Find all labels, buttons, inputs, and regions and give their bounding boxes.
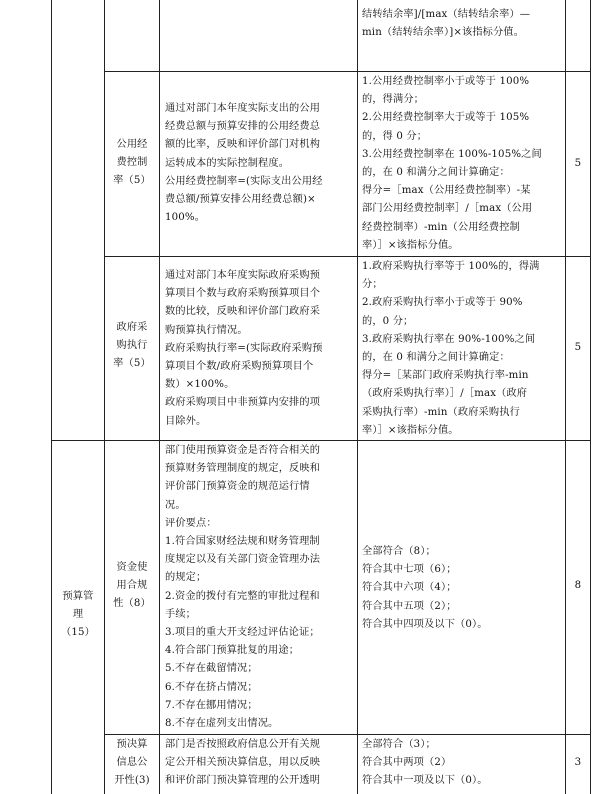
definition-line: 定公开相关预决算信息，用以反映 [165, 757, 321, 769]
row-divider-2 [104, 256, 591, 257]
row-divider-1 [104, 71, 591, 72]
definition-line: 度规定以及有关部门资金管理办法 [165, 554, 321, 566]
indicator-line: 性（8） [113, 598, 151, 610]
criteria-line: 1.公用经费控制率小于或等于 100% [362, 76, 530, 87]
indicator-line: 资金使 [116, 562, 148, 573]
criteria-line: 符合其中六项（4）； [362, 582, 457, 594]
definition-line: 8.不存在虚列支出情况。 [165, 718, 279, 730]
definition-line: 算项目个数/政府采购预算项目个 [165, 361, 314, 373]
criteria-line: 结转结余率]/[max（结转结余率）— [362, 9, 531, 20]
definition-line: 预算财务管理制度的规定，反映和 [165, 463, 321, 475]
indicator-line: 开性(3) [114, 775, 150, 787]
criteria-line: 的，在 0 和满分之间计算确定： [362, 352, 510, 364]
definition-line: 100%。 [165, 212, 206, 224]
category-line: （15） [61, 627, 95, 639]
indicator-line: 公用经 [116, 139, 148, 150]
indicator-line: 信息公 [116, 757, 148, 769]
definition-line: 5.不存在截留情况； [165, 663, 258, 675]
criteria-line: 的，得 0 分； [362, 130, 428, 142]
criteria-line: 经费控制率）-min（公用经费控制 [362, 221, 520, 233]
row-divider-4 [104, 734, 591, 735]
definition-line: 政府采购项目中非预算内安排的项 [165, 397, 321, 409]
indicator-line: 率（5） [113, 175, 151, 187]
criteria-cell-disclosure [362, 736, 488, 791]
category-line: 理 [72, 609, 84, 621]
definition-line: 公用经费控制率=(实际支出公用经 [165, 175, 323, 187]
definition-line: 手续； [165, 608, 197, 620]
definition-line: 况。 [165, 499, 186, 511]
definition-line: 的规定； [165, 572, 207, 584]
definition-cell-procurement [165, 267, 323, 431]
score-cell-fund-compliance [566, 577, 590, 595]
criteria-line: 分； [362, 279, 383, 291]
definition-cell-fund-compliance [165, 442, 320, 733]
column-divider-3 [357, 0, 358, 794]
category-cell-budget-management [52, 588, 104, 643]
definition-line: 3.项目的重大开支经过评估论证； [165, 627, 320, 639]
column-divider-1 [104, 0, 105, 794]
criteria-line: 3.公用经费控制率在 100%-105%之间 [362, 148, 542, 160]
criteria-line: 3.政府采购执行率在 90%-100%之间 [362, 333, 536, 345]
definition-line: 经费总额与预算安排的公用经费总 [165, 121, 321, 133]
criteria-line: 率）］×该指标分值。 [362, 239, 459, 251]
score-value: 5 [574, 158, 582, 169]
criteria-line: 得分=［某部门政府采购执行率-min [362, 370, 529, 382]
score-value: 5 [574, 342, 582, 353]
criteria-line: 的，在 0 和满分之间计算确定： [362, 167, 510, 179]
table-border-right [590, 0, 591, 794]
definition-line: 6.不存在挤占情况； [165, 681, 258, 693]
definition-line: 购预算执行情况。 [165, 324, 248, 336]
criteria-cell-procurement [362, 258, 540, 440]
criteria-cell-public-expense [362, 73, 542, 255]
criteria-line: 1.政府采购执行率等于 100%的，得满 [362, 261, 540, 272]
definition-line: 费总额/预算安排公用经费总额)× [165, 194, 316, 206]
indicator-line: 费控制 [116, 157, 148, 169]
criteria-line: 符合其中一项及以下（0）。 [362, 775, 488, 787]
definition-line: 数）×100%。 [165, 379, 235, 391]
definition-line: 和评价部门预决算管理的公开透明 [165, 775, 321, 787]
criteria-line: 符合其中四项及以下（0）。 [362, 618, 488, 630]
definition-line: 数的比较，反映和评价部门政府采 [165, 306, 321, 318]
definition-line: 运转成本的实际控制程度。 [165, 157, 290, 169]
criteria-line: 的，得满分； [362, 94, 425, 106]
score-cell-public-expense [566, 155, 590, 173]
definition-line: 部门是否按照政府信息公开有关规 [165, 739, 321, 750]
indicator-line: 政府采 [116, 322, 148, 333]
indicator-cell-procurement [105, 319, 159, 374]
criteria-cell-continuation [362, 6, 530, 42]
criteria-line: 采购执行率）-min（政府采购执行 [362, 406, 520, 418]
definition-cell-public-expense [165, 100, 323, 227]
indicator-line: 用合规 [116, 580, 148, 592]
criteria-line: 得分=［max（公用经费控制率）-某 [362, 185, 531, 197]
indicator-line: 预决算 [116, 739, 148, 750]
definition-line: 2.资金的拨付有完整的审批过程和 [165, 590, 320, 602]
definition-line: 算项目个数与政府采购预算项目个 [165, 288, 321, 300]
definition-line: 部门使用预算资金是否符合相关的 [165, 445, 321, 456]
score-value: 8 [574, 580, 582, 591]
indicator-cell-fund-compliance [105, 559, 159, 614]
definition-cell-disclosure [165, 736, 320, 791]
definition-line: 额的比率，反映和评价部门对机构 [165, 139, 321, 151]
criteria-line: min（结转结余率）]×该指标分值。 [362, 27, 525, 39]
score-cell-procurement [566, 339, 590, 357]
indicator-line: 购执行 [116, 340, 148, 352]
criteria-line: 符合其中七项（6）； [362, 564, 457, 576]
criteria-line: 符合其中两项（2） [362, 757, 452, 769]
indicator-cell-public-expense [105, 136, 159, 191]
criteria-line: 全部符合（3）； [362, 739, 436, 750]
criteria-line: 2.公用经费控制率大于或等于 105% [362, 112, 530, 124]
category-line: 预算管 [62, 591, 94, 602]
definition-line: 7.不存在挪用情况； [165, 699, 258, 711]
score-cell-disclosure [566, 754, 590, 772]
criteria-line: 的，0 分； [362, 315, 414, 327]
column-divider-4 [565, 0, 566, 794]
definition-line: 政府采购执行率=(实际政府采购预 [165, 342, 323, 354]
definition-line: 1.符合国家财经法规和财务管理制 [165, 536, 320, 548]
criteria-line: 部门公用经费控制率］/［max（公用 [362, 203, 533, 215]
table-border-left [51, 0, 52, 794]
row-divider-3 [51, 440, 591, 441]
criteria-line: 率）］×该指标分值。 [362, 424, 459, 436]
definition-line: 评价部门预算资金的规范运行情 [165, 481, 310, 493]
criteria-line: （政府采购执行率）］/［max（政府 [362, 388, 528, 400]
definition-line: 4.符合部门预算批复的用途； [165, 645, 300, 657]
score-value: 3 [574, 757, 582, 768]
criteria-cell-fund-compliance [362, 543, 488, 634]
indicator-cell-disclosure [105, 736, 159, 791]
indicator-line: 率（5） [113, 358, 151, 370]
criteria-line: 全部符合（8）； [362, 546, 436, 557]
definition-line: 通过对部门本年度实际政府采购预 [165, 270, 321, 281]
definition-line: 通过对部门本年度实际支出的公用 [165, 103, 321, 114]
definition-line: 目除外。 [165, 415, 207, 427]
column-divider-2 [159, 0, 160, 794]
criteria-line: 符合其中五项（2）； [362, 600, 457, 612]
definition-line: 评价要点： [165, 517, 217, 529]
criteria-line: 2.政府采购执行率小于或等于 90% [362, 297, 523, 309]
